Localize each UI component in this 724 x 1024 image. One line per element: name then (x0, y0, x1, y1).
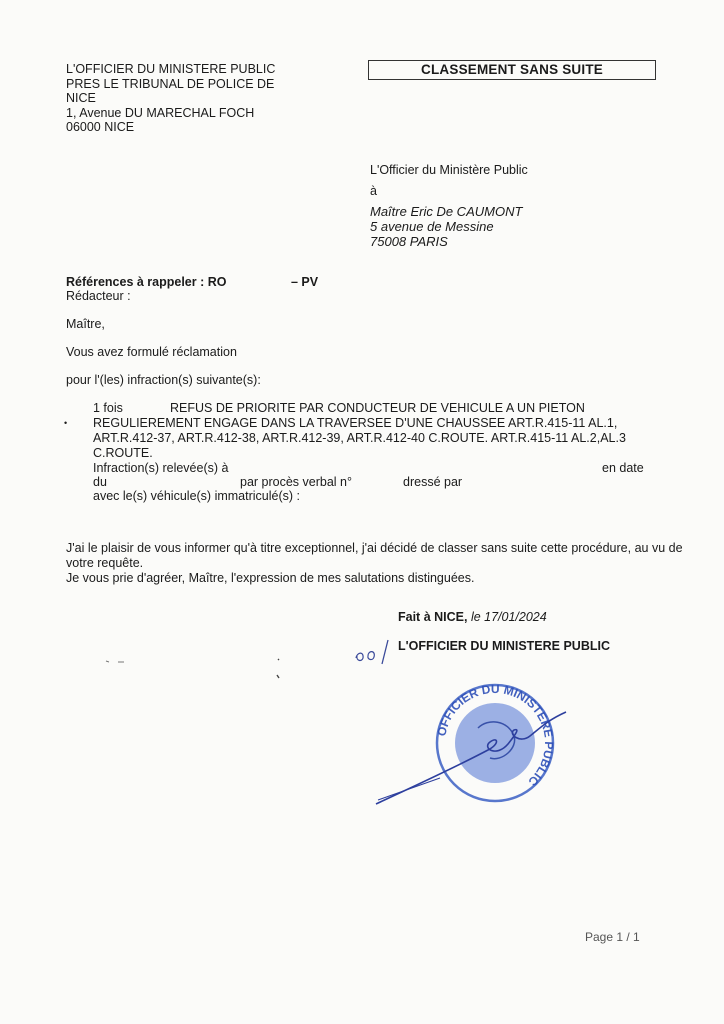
recipient-from: L'Officier du Ministère Public (370, 163, 528, 177)
sender-line: L'OFFICIER DU MINISTERE PUBLIC (66, 62, 276, 76)
salutation: Maître, (66, 317, 105, 331)
infraction-line: C.ROUTE. (93, 446, 153, 460)
recipient-street: 5 avenue de Messine (370, 219, 494, 234)
recipient-city: 75008 PARIS (370, 234, 448, 249)
closing-line: Je vous prie d'agréer, Maître, l'expression de mes salutations distinguées. (66, 571, 475, 585)
sender-line: NICE (66, 91, 96, 106)
stamp-ring-text: OFFICIER DU MINISTERE PUBLIC (434, 681, 557, 789)
recipient-to-word: à (370, 184, 377, 198)
infraction-pv-number: par procès verbal n° (240, 475, 352, 489)
sender-line: 1, Avenue DU MARECHAL FOCH (66, 105, 255, 120)
infraction-line: ART.R.412-37, ART.R.412-38, ART.R.412-39, ART.R.412-40 C.ROUTE. ART.R.415-11 AL.2,AL.3 (93, 431, 626, 445)
signature-icon (370, 700, 580, 810)
fait-a-label: Fait à NICE, (398, 610, 468, 624)
bullet-icon: • (64, 418, 68, 428)
reclamation-text: Vous avez formulé réclamation (66, 345, 237, 359)
closing-line: J'ai le plaisir de vous informer qu'à titre exceptionnel, j'ai décidé de classer sans suite cette procédure, au vu de (66, 541, 683, 555)
infraction-en-date: en date (602, 461, 644, 475)
references-pv: – PV (291, 275, 319, 289)
sender-line: 06000 NICE (66, 120, 135, 135)
page-number: Page 1 / 1 (585, 930, 640, 944)
document-title: CLASSEMENT SANS SUITE (368, 60, 656, 80)
infraction-vehicule: avec le(s) véhicule(s) immatriculé(s) : (93, 489, 300, 503)
scan-mark-icon (104, 656, 134, 666)
fait-a (398, 610, 547, 624)
redacteur-label: Rédacteur : (66, 289, 131, 303)
infraction-line: REFUS DE PRIORITE PAR CONDUCTEUR DE VEHICULE A UN PIETON (170, 401, 585, 415)
infractions-intro: pour l'(les) infraction(s) suivante(s): (66, 373, 261, 387)
sender-address (66, 62, 275, 135)
signature-date: le 17/01/2024 (470, 610, 547, 624)
infraction-du: du (93, 475, 107, 489)
infraction-dresse-par: dressé par (403, 475, 463, 489)
references-label (66, 275, 227, 289)
sender-line: PRES LE TRIBUNAL DE POLICE DE (66, 76, 275, 91)
handwritten-initials-icon (352, 638, 392, 666)
recipient-name: Maître Eric De CAUMONT (370, 204, 523, 219)
signatory-title: L'OFFICIER DU MINISTERE PUBLIC (398, 639, 610, 653)
references-ro: RO (207, 275, 227, 289)
infraction-count: 1 fois (93, 401, 123, 415)
infraction-line: REGULIEREMENT ENGAGE DANS LA TRAVERSEE D'UNE CHAUSSEE ART.R.415-11 AL.1, (93, 416, 618, 430)
closing-line: votre requête. (66, 556, 144, 570)
references-label-text: Références à rappeler : (66, 275, 205, 289)
infraction-relevee: Infraction(s) relevée(s) à (93, 461, 229, 475)
scan-mark-icon (272, 655, 284, 685)
